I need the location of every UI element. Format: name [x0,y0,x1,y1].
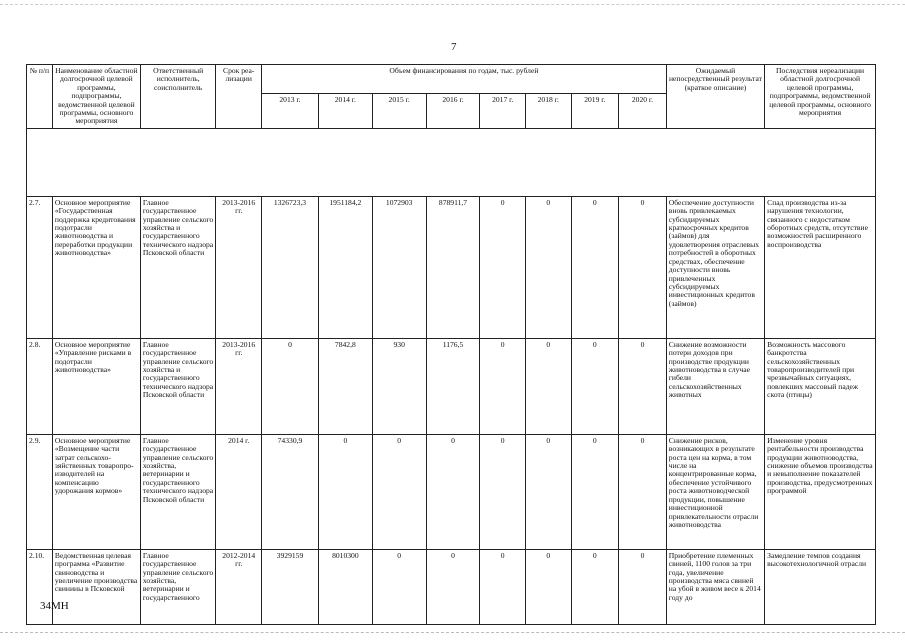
row-consequences: Спад производства из-за нарушения технологии, связанного с недостатком оборотных средств, отсутствие возможностей расширенного воспроизводства [765,196,876,338]
row-term: 2013-2016 гг. [216,338,262,434]
header-year: 2016 г. [426,93,480,128]
row-value: 0 [372,549,426,624]
row-responsible: Главное государственное управление сельского хозяйства и государственного технического надзора Псковской области [140,196,216,338]
row-value: 0 [619,434,667,549]
table-row [27,434,876,549]
row-name: Ведомственная целевая программа «Развитие свиноводства и увеличение производства свинины в Псковской [52,549,140,624]
row-value: 1072903 [372,196,426,338]
row-value: 0 [525,549,571,624]
header-year: 2018 г. [525,93,571,128]
page-number: 7 [451,41,457,53]
row-value: 0 [426,549,480,624]
row-num: 2.10. [27,549,53,624]
row-value: 1176,5 [426,338,480,434]
row-name: Основное мероприятие «Возмещение части затрат сельскохо-зяйственных товаропро-изводителей на компенсацию удорожания кормов» [52,434,140,549]
row-value: 8010300 [318,549,372,624]
row-value: 0 [619,338,667,434]
row-value: 1951184,2 [318,196,372,338]
header-responsible: Ответственный исполнитель, соисполнитель [140,65,216,129]
row-responsible: Главное государственное управление сельского хозяйства, ветеринарии и государственного технического надзора Псковской области [140,434,216,549]
header-year: 2013 г. [262,93,319,128]
row-value: 0 [480,196,526,338]
row-name: Основное мероприятие «Управление рисками в подотрасли животноводства» [52,338,140,434]
row-consequences: Возможность массового банкротства сельскохозяйственных товаропроизводителей при чрезвычайных ситуациях, повлекших массовый падеж скота (птицы) [765,338,876,434]
row-value: 0 [480,549,526,624]
header-year: 2014 г. [318,93,372,128]
header-funding: Объем финансирования по годам, тыс. рублей [262,65,667,94]
row-value: 0 [262,338,319,434]
header-year: 2019 г. [571,93,619,128]
row-consequences: Изменение уровня рентабельности производства продукции животноводства, снижение объемов производства и невыполнение показателей производства, предусмотренных программой [765,434,876,549]
row-value: 0 [571,196,619,338]
row-responsible: Главное государственное управление сельского хозяйства и государственного технического надзора Псковской области [140,338,216,434]
header-consequences: Последствия нереализации областной долгосрочной целевой программы, подпрограммы, ведомственной целевой программы, основного мероприятия [765,65,876,129]
row-value: 930 [372,338,426,434]
row-expected: Приобретение племенных свиней, 1100 голов за три года, увеличение производства мяса свиней на убой в живом весе к 2014 году до [666,549,764,624]
row-value: 0 [525,434,571,549]
header-term: Срок реа-лизации [216,65,262,129]
row-term: 2014 г. [216,434,262,549]
row-value: 0 [571,338,619,434]
row-value: 878911,7 [426,196,480,338]
row-value: 0 [426,434,480,549]
row-name: Основное мероприятие «Государственная поддержка кредитования подотрасли животноводства и переработки продукции животноводства» [52,196,140,338]
table-row [27,196,876,338]
row-num: 2.8. [27,338,53,434]
row-num: 2.9. [27,434,53,549]
page-top-edge [0,4,905,5]
header-name: Наименование областной долгосрочной целевой программы, подпрограммы, ведомственной целевой программы, основного мероприятия [52,65,140,129]
row-value: 0 [480,434,526,549]
header-num: № п/п [27,65,53,129]
row-value: 74330,9 [262,434,319,549]
row-value: 1326723,3 [262,196,319,338]
row-value: 3929159 [262,549,319,624]
table-row [27,549,876,624]
row-expected: Снижение рисков, возникающих в результате роста цен на корма, в том числе на концентрированные корма, обеспечение устойчивого роста животноводческой продукции, повышение инвестиционной привлекательности отрасли животноводства [666,434,764,549]
row-value: 0 [525,196,571,338]
row-value: 0 [480,338,526,434]
row-term: 2012-2014 гг. [216,549,262,624]
row-consequences: Замедление темпов создания высокотехнологичной отрасли [765,549,876,624]
row-expected: Обеспечение доступности вновь привлекаемых субсидируемых краткосрочных кредитов (займов) для удовлетворения отраслевых потребностей в оборотных средствах, обеспечение доступности вновь привлеченных субсидируемых инвестиционных кредитов (займов) [666,196,764,338]
header-year: 2017 г. [480,93,526,128]
row-value: 0 [318,434,372,549]
program-table [26,64,876,625]
header-year: 2015 г. [372,93,426,128]
row-value: 0 [525,338,571,434]
row-value: 7842,8 [318,338,372,434]
footer-code: 34МН [40,600,69,612]
row-value: 0 [372,434,426,549]
row-num: 2.7. [27,196,53,338]
header-spacer-row [27,128,876,196]
page-bottom-edge [0,632,905,633]
row-value: 0 [619,196,667,338]
row-value: 0 [571,434,619,549]
row-term: 2013-2016 гг. [216,196,262,338]
row-responsible: Главное государственное управление сельского хозяйства, ветеринарии и государственного [140,549,216,624]
header-year: 2020 г. [619,93,667,128]
header-expected: Ожидаемый непосредственный результат (краткое описание) [666,65,764,129]
table-row [27,338,876,434]
row-value: 0 [571,549,619,624]
row-value: 0 [619,549,667,624]
row-expected: Снижение возможности потери доходов при производстве продукции животноводства в случае гибели сельскохозяйственных животных [666,338,764,434]
